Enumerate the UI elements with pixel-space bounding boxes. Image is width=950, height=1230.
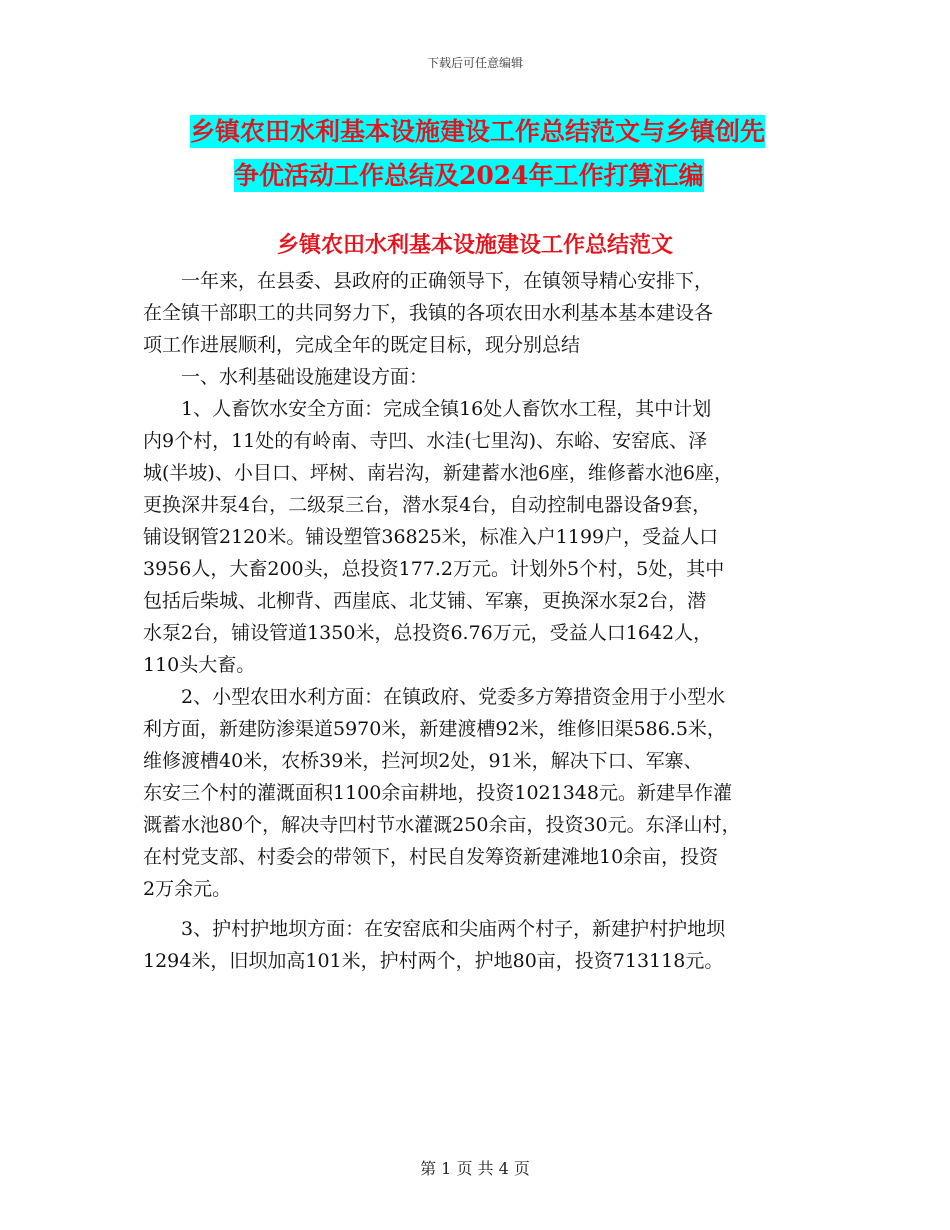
text-line: 更换深井泵4台，二级泵三台，潜水泵4台，自动控制电器设备9套， — [143, 494, 712, 516]
text-line: 1294米，旧坝加高101米，护村两个，护地80亩，投资713118元。 — [143, 950, 724, 972]
text-line: 城(半坡)、小目口、坪树、南岩沟，新建蓄水池6座，维修蓄水池6座， — [143, 462, 734, 484]
text-line: 水泵2台，铺设管道1350米，总投资6.76万元，受益人口1642人， — [143, 622, 713, 644]
title-line-1: 乡镇农田水利基本设施建设工作总结范文与乡镇创先 — [190, 117, 766, 146]
text-line: 溉蓄水池80个，解决寺凹村节水灌溉250余亩，投资30元。东泽山村， — [143, 814, 741, 836]
text-line: 一年来，在县委、县政府的正确领导下，在镇领导精心安排下， — [143, 270, 714, 292]
title-line-2: 争优活动工作总结及2024年工作打算汇编 — [234, 161, 704, 190]
text-line: 3956人，大畜200头，总投资177.2万元。计划外5个村，5处，其中 — [143, 558, 725, 580]
text-line: 东安三个村的灌溉面积1100余亩耕地，投资1021348元。新建旱作灌 — [143, 782, 732, 804]
text-line: 在全镇干部职工的共同努力下，我镇的各项农田水利基本基本建设各 — [143, 302, 714, 324]
text-line: 铺设钢管2120米。铺设塑管36825米，标准入户1199户，受益人口 — [143, 526, 719, 548]
text-line: 在村党支部、村委会的带领下，村民自发筹资新建滩地10余亩，投资 — [143, 846, 719, 868]
text-line: 项工作进展顺利，完成全年的既定目标，现分别总结 — [143, 334, 581, 356]
text-line: 2、小型农田水利方面：在镇政府、党委多方筹措资金用于小型水 — [143, 686, 726, 708]
text-line: 一、水利基础设施建设方面： — [143, 366, 429, 388]
document-body — [143, 265, 833, 977]
text-line: 3、护村护地坝方面：在安窑底和尖庙两个村子，新建护村护地坝 — [143, 918, 726, 940]
header-note: 下载后可任意编辑 — [426, 56, 523, 70]
document-title — [190, 110, 830, 198]
page-footer: 第 1 页 共 4 页 — [420, 1159, 530, 1178]
text-line: 110头大畜。 — [143, 654, 256, 676]
text-line: 利方面，新建防渗渠道5970米，新建渡槽92米，维修旧渠586.5米， — [143, 718, 726, 740]
section-title: 乡镇农田水利基本设施建设工作总结范文 — [276, 232, 673, 258]
text-line: 包括后柴城、北柳背、西崖底、北艾铺、军寨，更换深水泵2台，潜 — [143, 590, 707, 612]
text-line: 内9个村，11处的有岭南、寺凹、水洼(七里沟)、东峪、安窑底、泽 — [143, 430, 708, 452]
text-line: 2万余元。 — [143, 878, 232, 900]
text-line: 1、人畜饮水安全方面：完成全镇16处人畜饮水工程，其中计划 — [143, 398, 712, 420]
text-line: 维修渡槽40米，农桥39米，拦河坝2处，91米，解决下口、军寨、 — [143, 750, 703, 772]
